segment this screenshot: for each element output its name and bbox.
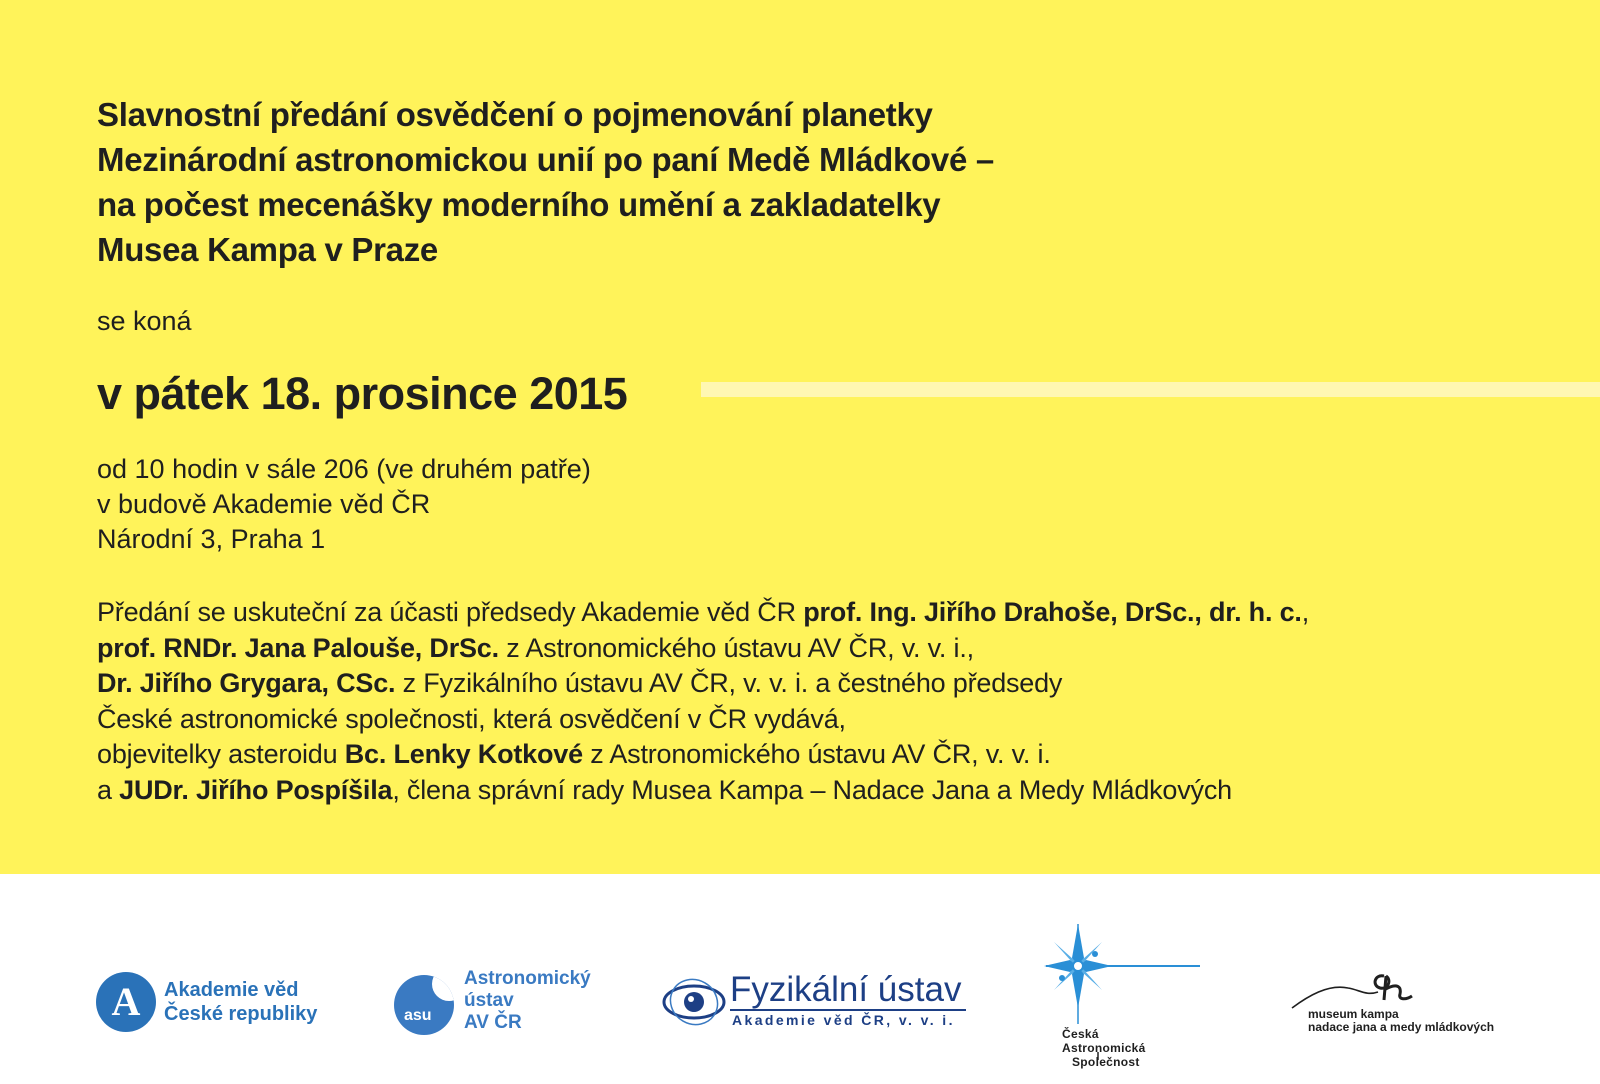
body-text-span: a: [97, 774, 120, 805]
person-name: Bc. Lenky Kotkové: [344, 739, 583, 769]
divider: [730, 1009, 966, 1011]
kampa-logo-text: [1308, 1008, 1494, 1034]
body-line: [97, 631, 1309, 667]
invitation-title: [97, 92, 1197, 272]
participants-paragraph: [97, 595, 1309, 808]
event-date: v pátek 18. prosince 2015: [97, 368, 628, 419]
fzu-title: Fyzikální ústav: [730, 970, 962, 1009]
body-text-span: ,: [1301, 597, 1309, 627]
body-line: [97, 773, 1309, 809]
title-line: Mezinárodní astronomickou unií po paní Medě Mládkové –: [97, 141, 994, 178]
signature-mark: [1288, 970, 1518, 1010]
eye-orbit-icon: [662, 976, 726, 1026]
asu-logo: [392, 968, 592, 1038]
logo-text-line: Astronomický: [464, 968, 591, 989]
body-line: [97, 595, 1309, 631]
logo-text-line: Společnost: [1072, 1055, 1140, 1069]
logo-text-line: AV ČR: [464, 1012, 522, 1033]
title-line: Slavnostní předání osvědčení o pojmenování planetky: [97, 96, 933, 133]
cas-logo: [1040, 924, 1240, 1084]
person-name: JUDr. Jiřího Pospíšila: [119, 774, 393, 805]
body-text-span: objevitelky asteroidu: [97, 739, 345, 769]
venue-line: v budově Akademie věd ČR: [97, 489, 431, 519]
fzu-subtitle: Akademie věd ČR, v. v. i.: [732, 1012, 955, 1028]
avcr-logo: [96, 970, 336, 1034]
logo-text-line: Česká: [1062, 1027, 1099, 1041]
kampa-logo: [1288, 970, 1538, 1040]
person-name: Dr. Jiřího Grygara, CSc.: [97, 668, 396, 698]
body-text-span: Předání se uskuteční za účasti předsedy Akademie věd ČR: [97, 597, 804, 627]
person-name: prof. Ing. Jiřího Drahoše, DrSc., dr. h. c.: [803, 597, 1302, 627]
body-line: České astronomické společnosti, která osvědčení v ČR vydává,: [97, 703, 846, 734]
title-line: na počest mecenášky moderního umění a zakladatelky: [97, 186, 941, 223]
venue-line: od 10 hodin v sále 206 (ve druhém patře): [97, 454, 591, 484]
logo-text-line: Astronomická: [1062, 1041, 1146, 1055]
logo-text-line: České republiky: [164, 1003, 318, 1025]
title-line: Musea Kampa v Praze: [97, 231, 438, 268]
avcr-a-icon: A: [96, 972, 156, 1032]
venue-line: Národní 3, Praha 1: [97, 524, 326, 554]
asu-logo-text: [464, 968, 591, 1034]
avcr-logo-text: [164, 978, 317, 1026]
body-line: [97, 666, 1309, 702]
person-name: prof. RNDr. Jana Palouše, DrSc.: [97, 632, 499, 663]
asu-badge-text: asu: [404, 1007, 432, 1024]
intro-text: se koná: [97, 306, 192, 336]
logo-text-line: ústav: [464, 990, 514, 1011]
fzu-logo: [660, 972, 970, 1034]
logo-text-line: Akademie věd: [164, 979, 299, 1001]
cas-logo-text: [1062, 1027, 1146, 1069]
venue-details: [97, 452, 591, 557]
asu-circle-icon: [394, 975, 454, 1035]
logo-text-line: nadace jana a medy mládkových: [1308, 1020, 1495, 1034]
body-text-span: z Astronomického ústavu AV ČR, v. v. i.: [582, 739, 1051, 769]
body-text-span: z Astronomického ústavu AV ČR, v. v. i.,: [498, 632, 974, 663]
body-line: [97, 737, 1309, 773]
body-text-span: , člena správní rady Musea Kampa – Nadace Jana a Medy Mládkových: [392, 774, 1232, 805]
decorative-rule: [701, 382, 1600, 397]
body-text-span: z Fyzikálního ústavu AV ČR, v. v. i. a čestného předsedy: [395, 668, 1063, 698]
logo-text-line: museum kampa: [1308, 1007, 1399, 1021]
